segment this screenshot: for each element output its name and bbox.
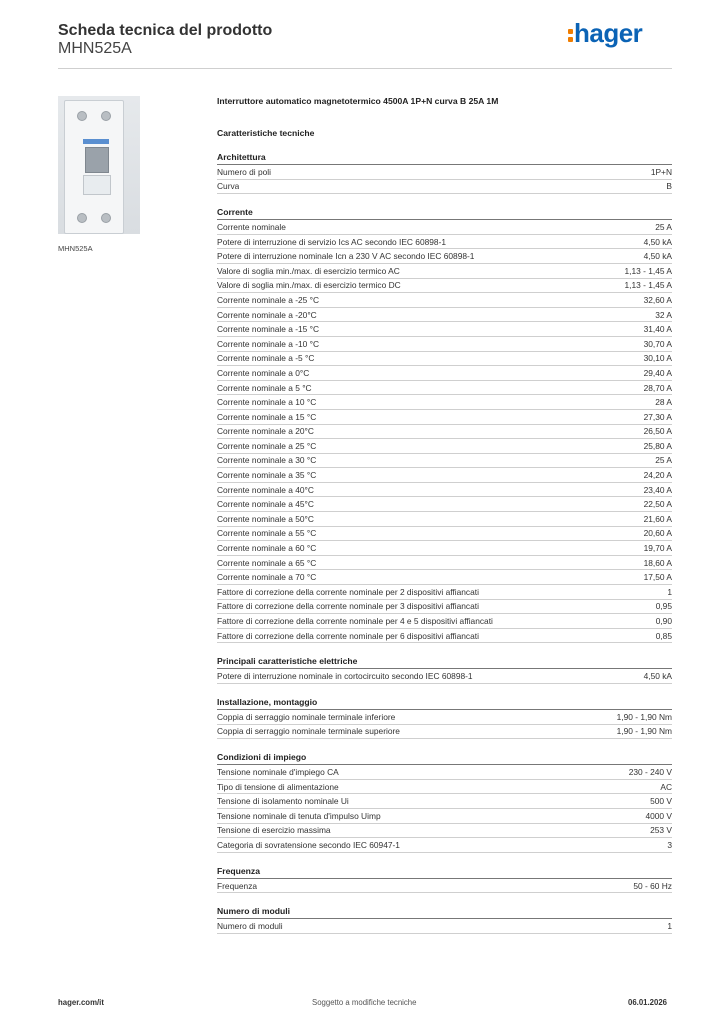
screw-icon (101, 213, 111, 223)
spec-value: 27,30 A (643, 411, 672, 422)
spec-sheet (217, 96, 672, 934)
spec-row (217, 337, 672, 352)
spec-value: 4,50 kA (643, 671, 672, 682)
product-code: MHN525A (58, 40, 132, 57)
hager-logo (568, 18, 642, 49)
spec-row (217, 497, 672, 512)
spec-row (217, 180, 672, 195)
spec-label: Corrente nominale (217, 221, 286, 232)
section-title: Corrente (217, 207, 672, 220)
spec-row (217, 710, 672, 725)
spec-label: Tensione nominale d'impiego CA (217, 766, 339, 777)
product-description: Interruttore automatico magnetotermico 4500A 1P+N curva B 25A 1M (217, 96, 499, 106)
header-divider (58, 68, 672, 69)
spec-value: 25 A (655, 455, 672, 466)
spec-label: Corrente nominale a 25 °C (217, 440, 317, 451)
spec-row (217, 556, 672, 571)
spec-value: 230 - 240 V (628, 766, 672, 777)
spec-row (217, 838, 672, 853)
spec-label: Corrente nominale a 70 °C (217, 572, 317, 583)
spec-value: 50 - 60 Hz (633, 880, 672, 891)
spec-row (217, 512, 672, 527)
image-caption: MHN525A (58, 244, 93, 253)
spec-label: Corrente nominale a 30 °C (217, 455, 317, 466)
spec-row (217, 809, 672, 824)
section-title: Installazione, montaggio (217, 697, 672, 710)
spec-row (217, 570, 672, 585)
spec-row (217, 425, 672, 440)
spec-value: 31,40 A (643, 324, 672, 335)
spec-value: 4,50 kA (643, 251, 672, 262)
spec-value: 28,70 A (643, 382, 672, 393)
spec-label: Coppia di serraggio nominale terminale inferiore (217, 711, 396, 722)
circuit-breaker-illustration (64, 100, 124, 234)
spec-value: 20,60 A (643, 528, 672, 539)
spec-row (217, 293, 672, 308)
screw-icon (77, 213, 87, 223)
spec-label: Corrente nominale a 50°C (217, 513, 314, 524)
spec-value: 25 A (655, 221, 672, 232)
spec-value: 3 (667, 839, 672, 850)
spec-value: 17,50 A (643, 572, 672, 583)
spec-label: Numero di poli (217, 166, 271, 177)
spec-row (217, 794, 672, 809)
spec-row (217, 824, 672, 839)
spec-row (217, 765, 672, 780)
spec-row (217, 439, 672, 454)
section-title: Architettura (217, 152, 672, 165)
spec-label: Corrente nominale a -5 °C (217, 353, 315, 364)
spec-row (217, 395, 672, 410)
spec-row (217, 919, 672, 934)
spec-row (217, 220, 672, 235)
logo-text: hager (574, 18, 643, 48)
spec-label: Fattore di correzione della corrente nominale per 3 dispositivi affiancati (217, 601, 479, 612)
spec-value: 1,13 - 1,45 A (624, 265, 672, 276)
status-window (83, 175, 111, 195)
spec-value: 0,90 (655, 616, 672, 627)
footer-date: 06.01.2026 (628, 998, 668, 1007)
spec-label: Valore di soglia min./max. di esercizio termico DC (217, 280, 401, 291)
spec-row (217, 381, 672, 396)
spec-label: Coppia di serraggio nominale terminale superiore (217, 726, 400, 737)
spec-value: B (666, 181, 672, 192)
spec-value: 30,70 A (643, 338, 672, 349)
spec-value: 19,70 A (643, 543, 672, 554)
spec-row (217, 165, 672, 180)
spec-value: 23,40 A (643, 484, 672, 495)
spec-label: Corrente nominale a 0°C (217, 367, 310, 378)
product-image (58, 96, 140, 234)
spec-label: Corrente nominale a 5 °C (217, 382, 312, 393)
spec-value: 253 V (650, 825, 672, 836)
spec-row (217, 264, 672, 279)
spec-value: 1,90 - 1,90 Nm (616, 726, 672, 737)
spec-value: 0,85 (655, 630, 672, 641)
section-title: Numero di moduli (217, 906, 672, 919)
spec-label: Curva (217, 181, 240, 192)
spec-row (217, 483, 672, 498)
spec-label: Potere di interruzione di servizio Ics AC secondo IEC 60898-1 (217, 236, 447, 247)
spec-label: Fattore di correzione della corrente nominale per 6 dispositivi affiancati (217, 630, 479, 641)
spec-value: 1,13 - 1,45 A (624, 280, 672, 291)
spec-label: Corrente nominale a 10 °C (217, 397, 317, 408)
spec-row (217, 308, 672, 323)
product-label (83, 139, 109, 144)
spec-value: 26,50 A (643, 426, 672, 437)
spec-label: Corrente nominale a 15 °C (217, 411, 317, 422)
spec-label: Potere di interruzione nominale in cortocircuito secondo IEC 60898-1 (217, 671, 473, 682)
spec-value: 32,60 A (643, 294, 672, 305)
spec-label: Corrente nominale a -10 °C (217, 338, 320, 349)
spec-value: 29,40 A (643, 367, 672, 378)
spec-label: Corrente nominale a -20°C (217, 309, 317, 320)
spec-row (217, 600, 672, 615)
spec-value: 28 A (655, 397, 672, 408)
spec-value: AC (660, 781, 672, 792)
spec-label: Corrente nominale a -25 °C (217, 294, 320, 305)
spec-label: Tensione di esercizio massima (217, 825, 331, 836)
spec-row (217, 279, 672, 294)
spec-label: Categoria di sovratensione secondo IEC 60947-1 (217, 839, 400, 850)
spec-value: 25,80 A (643, 440, 672, 451)
spec-row (217, 352, 672, 367)
spec-row (217, 629, 672, 644)
spec-value: 1 (667, 586, 672, 597)
spec-label: Frequenza (217, 880, 258, 891)
spec-value: 0,95 (655, 601, 672, 612)
spec-label: Corrente nominale a 20°C (217, 426, 314, 437)
spec-row (217, 468, 672, 483)
characteristics-title: Caratteristiche tecniche (217, 128, 315, 138)
spec-value: 1P+N (650, 166, 672, 177)
spec-row (217, 249, 672, 264)
spec-row (217, 527, 672, 542)
spec-row (217, 780, 672, 795)
spec-value: 4,50 kA (643, 236, 672, 247)
spec-value: 21,60 A (643, 513, 672, 524)
spec-label: Numero di moduli (217, 921, 283, 932)
spec-value: 1 (667, 921, 672, 932)
spec-label: Corrente nominale a 40°C (217, 484, 314, 495)
section-title: Condizioni di impiego (217, 752, 672, 765)
spec-row (217, 410, 672, 425)
spec-value: 18,60 A (643, 557, 672, 568)
spec-row (217, 454, 672, 469)
screw-icon (77, 111, 87, 121)
screw-icon (101, 111, 111, 121)
section-title: Principali caratteristiche elettriche (217, 656, 672, 669)
section-title: Frequenza (217, 866, 672, 879)
spec-row (217, 879, 672, 894)
spec-row (217, 235, 672, 250)
spec-row (217, 614, 672, 629)
spec-label: Tensione nominale di tenuta d'impulso Uimp (217, 810, 381, 821)
spec-value: 30,10 A (643, 353, 672, 364)
spec-value: 500 V (650, 796, 672, 807)
spec-value: 22,50 A (643, 499, 672, 510)
page-title: Scheda tecnica del prodotto (58, 22, 273, 39)
spec-row (217, 541, 672, 556)
spec-label: Valore di soglia min./max. di esercizio termico AC (217, 265, 400, 276)
spec-row (217, 366, 672, 381)
spec-value: 24,20 A (643, 470, 672, 481)
spec-row (217, 322, 672, 337)
spec-value: 32 A (655, 309, 672, 320)
spec-label: Corrente nominale a 45°C (217, 499, 314, 510)
spec-label: Tipo di tensione di alimentazione (217, 781, 339, 792)
logo-dots-icon (568, 26, 573, 45)
spec-label: Tensione di isolamento nominale Ui (217, 796, 349, 807)
footer-website[interactable]: hager.com/it (58, 998, 104, 1007)
spec-value: 1,90 - 1,90 Nm (616, 711, 672, 722)
spec-label: Corrente nominale a 55 °C (217, 528, 317, 539)
spec-sections (217, 152, 672, 934)
spec-row (217, 725, 672, 740)
footer-note: Soggetto a modifiche tecniche (312, 998, 417, 1007)
toggle-handle (85, 147, 109, 173)
spec-label: Corrente nominale a 35 °C (217, 470, 317, 481)
spec-label: Fattore di correzione della corrente nominale per 2 dispositivi affiancati (217, 586, 479, 597)
spec-value: 4000 V (645, 810, 672, 821)
spec-label: Corrente nominale a -15 °C (217, 324, 320, 335)
spec-label: Fattore di correzione della corrente nominale per 4 e 5 dispositivi affiancati (217, 616, 493, 627)
spec-label: Corrente nominale a 65 °C (217, 557, 317, 568)
spec-row (217, 585, 672, 600)
spec-label: Potere di interruzione nominale Icn a 230 V AC secondo IEC 60898-1 (217, 251, 475, 262)
spec-row (217, 669, 672, 684)
spec-label: Corrente nominale a 60 °C (217, 543, 317, 554)
